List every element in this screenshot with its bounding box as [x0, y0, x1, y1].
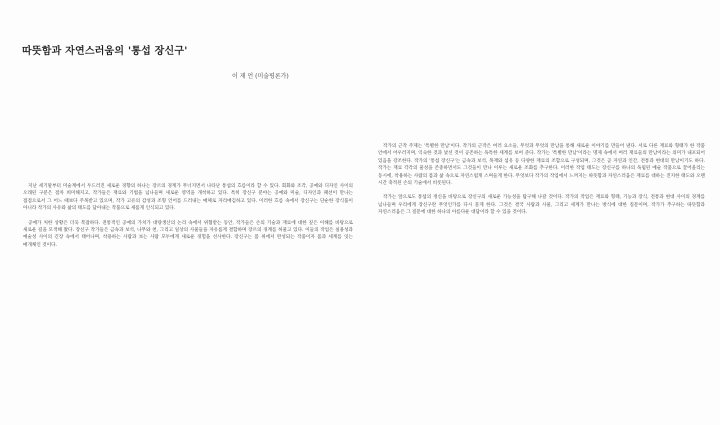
article-title: 따뜻함과 자연스러움의 '통섭 장신구' [22, 46, 188, 57]
body-paragraph: 작가는 앞으로도 통섭의 정신을 바탕으로 장신구의 새로운 가능성을 탐구해 나갈 것이다. 작가의 작업은 재료와 형태, 기능과 장식, 전통과 현대 사이의 경계를 넘나들며 우리에게 장신구란 무엇인가를 다시 묻게 한다. 그것은 결국 사람과 사물, 그리고 세계가 만나는 방식에 대한 질문이며, 작가가 추구하는 따뜻함과 자연스러움은 그 질문에 대한 하나의 아름다운 대답이라 할 수 있을 것이다. [378, 195, 705, 216]
body-paragraph: 공예가 처한 상황은 더욱 복잡하다. 전통적인 공예의 가치가 대량생산의 논리 속에서 위협받는 동안, 작가들은 손의 기술과 재료에 대한 깊은 이해를 바탕으로 새로운 길을 모색해 왔다. 장신구 작가들은 금속과 보석, 나무와 천, 그리고 일상의 사물들을 자유롭게 결합하며 장르의 경계를 허물고 있다. 이들의 작업은 실용성과 예술성 사이의 긴장 속에서 태어나며, 착용하는 사람과 보는 사람 모두에게 새로운 경험을 선사한다. 장신구는 몸 위에서 완성되는 작품이자 몸과 세계를 잇는 매개체인 것이다. [23, 220, 353, 248]
right-text-column [378, 143, 705, 224]
body-paragraph: 지난 세기말부터 미술계에서 두드러진 새로운 경향의 하나는 장르의 경계가 무너지면서 나타난 통섭의 흐름이라 할 수 있다. 회화와 조각, 공예와 디자인 사이의 오래된 구분은 점차 희미해지고, 작가들은 재료와 기법을 넘나들며 새로운 영역을 개척하고 있다. 특히 장신구 분야는 공예와 미술, 디자인과 패션이 만나는 접점으로서 그 어느 때보다 주목받고 있으며, 작가 고유의 감성과 조형 언어를 드러내는 매체로 자리매김하고 있다. 이러한 흐름 속에서 장신구는 단순한 장식품이 아니라 작가의 사유와 삶의 태도를 담아내는 작품으로 새롭게 인식되고 있다. [23, 184, 353, 212]
article-author: 이 재 언 (미술평론가) [232, 73, 289, 80]
left-text-column [23, 183, 353, 256]
body-paragraph: 작가의 근작 주제는 '특별한 만남'이다. 작가의 근작은 여러 요소들, 무엇과 무엇의 만남을 통해 새로운 이야기를 만들어 낸다. 서로 다른 재료와 형태가 한 작품 안에서 어우러지며, 익숙한 것과 낯선 것이 공존하는 독특한 세계를 보여 준다. 작가는 '특별한 만남'이라는 명제 속에서 여러 재료들의 만남이라는 의미가 내포되어 있음을 강조한다. 작가의 '통섭 장신구'는 금속과 보석, 목재와 섬유 등 다양한 재료의 조합으로 구성되며, 그것은 곧 자연과 인간, 전통과 현대의 만남이기도 하다. 작가는 재료 각각의 물성을 존중하면서도 그것들이 만나 이루는 새로운 조화를 추구한다. 이러한 작업 태도는 장신구를 하나의 독립된 예술 작품으로 끌어올리는 동시에, 착용하는 사람의 몸과 삶 속으로 자연스럽게 스며들게 한다. 무엇보다 작가의 작업에서 느껴지는 따뜻함과 자연스러움은 재료를 대하는 진지한 태도와 오랜 시간 축적된 손의 기술에서 비롯된다. [378, 144, 705, 187]
